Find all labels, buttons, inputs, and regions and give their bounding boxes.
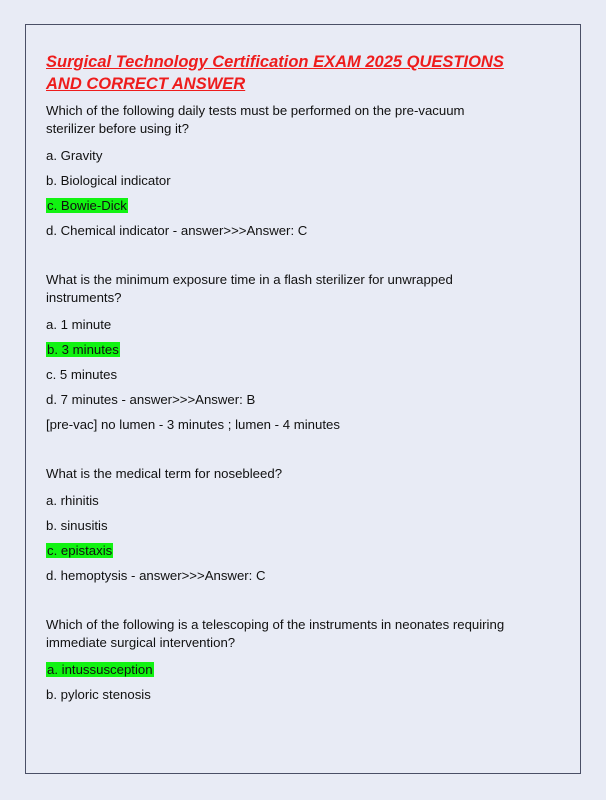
option-d: d. 7 minutes - answer>>>Answer: B	[46, 392, 256, 407]
option-b: b. sinusitis	[46, 518, 108, 533]
option-c-correct	[46, 542, 516, 560]
question-block-3	[46, 465, 516, 585]
option-b: b. pyloric stenosis	[46, 687, 151, 702]
option-a: a. Gravity	[46, 148, 103, 163]
option-c-correct	[46, 197, 516, 215]
option-a: a. 1 minute	[46, 317, 112, 332]
correct-answer-highlight: c. Bowie-Dick	[47, 198, 127, 213]
option-b-correct	[46, 341, 516, 359]
spacer	[46, 592, 516, 616]
correct-answer-highlight: b. 3 minutes	[47, 342, 119, 357]
question-text: What is the medical term for nosebleed?	[46, 466, 283, 481]
question-text: Which of the following is a telescoping of the instruments in neonates requiring immediate surgical intervention?	[46, 617, 505, 650]
option-b: b. Biological indicator	[46, 173, 171, 188]
spacer	[46, 247, 516, 271]
option-a: a. rhinitis	[46, 493, 99, 508]
option-d: d. hemoptysis - answer>>>Answer: C	[46, 568, 266, 583]
question-block-2	[46, 271, 516, 434]
option-d: d. Chemical indicator - answer>>>Answer: C	[46, 223, 308, 238]
question-block-1	[46, 102, 516, 240]
correct-answer-highlight: a. intussusception	[47, 662, 153, 677]
correct-answer-highlight: c. epistaxis	[47, 543, 113, 558]
document-title: Surgical Technology Certification EXAM 2025 QUESTIONS AND CORRECT ANSWER	[46, 53, 504, 93]
option-a-correct	[46, 661, 516, 679]
spacer	[46, 441, 516, 465]
answer-note: [pre-vac] no lumen - 3 minutes ; lumen - 4 minutes	[46, 417, 340, 432]
question-block-4	[46, 616, 516, 704]
document-body	[46, 51, 516, 711]
option-c: c. 5 minutes	[46, 367, 118, 382]
question-text: Which of the following daily tests must be performed on the pre-vacuum sterilizer before using it?	[46, 103, 465, 136]
question-text: What is the minimum exposure time in a flash sterilizer for unwrapped instruments?	[46, 272, 453, 305]
